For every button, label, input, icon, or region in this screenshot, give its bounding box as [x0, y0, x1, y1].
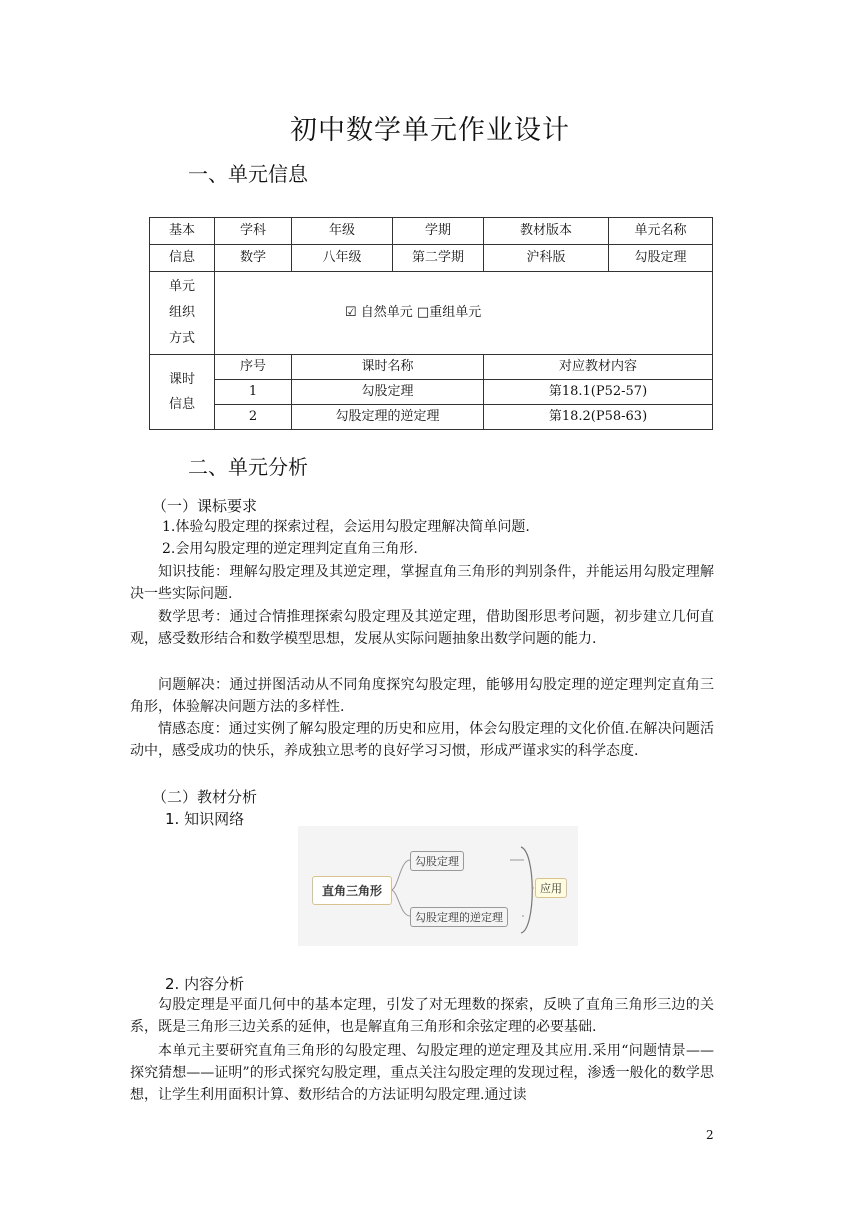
lesson-no: 2: [215, 405, 292, 430]
value-cell: 数学: [215, 245, 292, 272]
table-row: [150, 380, 713, 405]
header-cell: 教材版本: [484, 218, 609, 245]
section-heading-unit-analysis: 二、单元分析: [188, 455, 308, 479]
item-content-analysis: 2. 内容分析: [165, 975, 245, 993]
item-knowledge-network: 1. 知识网络: [165, 810, 245, 828]
diagram-node-application: 应用: [535, 878, 567, 898]
organization-label-line: 单元: [168, 279, 195, 294]
paragraph-content-1: 勾股定理是平面几何中的基本定理，引发了对无理数的探索，反映了直角三角形三边的关系，既是三角形三边关系的延伸，也是解直角三角形和余弦定理的必要基础.: [130, 997, 714, 1035]
paragraph-knowledge: 知识技能：理解勾股定理及其逆定理，掌握直角三角形的判别条件，并能运用勾股定理解决一些实际问题.: [130, 564, 714, 602]
header-cell: 学科: [215, 218, 292, 245]
lesson-content: 第18.1(P52-57): [484, 380, 713, 405]
page-number: 2: [706, 1128, 714, 1142]
header-cell: 年级: [292, 218, 393, 245]
lesson-info-label-line: 课时: [168, 372, 195, 387]
lesson-no: 1: [215, 380, 292, 405]
knowledge-network-diagram: [298, 826, 578, 946]
organization-label-line: 组织: [168, 305, 195, 320]
value-cell: 勾股定理: [609, 245, 713, 272]
lesson-name: 勾股定理: [292, 380, 484, 405]
paragraph-solving: 问题解决：通过拼图活动从不同角度探究勾股定理，能够用勾股定理的逆定理判定直角三角形，体验解决问题方法的多样性.: [130, 677, 714, 715]
organization-label: [150, 272, 215, 355]
value-cell: 第二学期: [393, 245, 484, 272]
lesson-info-label: [150, 355, 215, 430]
diagram-root-node: 直角三角形: [312, 876, 392, 905]
section-heading-unit-info: 一、单元信息: [188, 162, 308, 186]
lesson-header-cell: 序号: [215, 355, 292, 380]
basic-info-label: 基本: [150, 218, 215, 245]
lesson-header-cell: 课时名称: [292, 355, 484, 380]
value-cell: 沪科版: [484, 245, 609, 272]
lesson-content: 第18.2(P58-63): [484, 405, 713, 430]
requirement-item: 2.会用勾股定理的逆定理判定直角三角形.: [162, 541, 418, 557]
paragraph-thinking: 数学思考：通过合情推理探索勾股定理及其逆定理，借助图形思考问题，初步建立几何直观，感受数形结合和数学模型思想，发展从实际问题抽象出数学问题的能力.: [130, 609, 714, 647]
paragraph-content-2: 本单元主要研究直角三角形的勾股定理、勾股定理的逆定理及其应用.采用“问题情景——探究猜想——证明”的形式探究勾股定理，重点关注勾股定理的发现过程，渗透一般化的数学思想，让学生利用面积计算、数形结合的方法证明勾股定理.通过读: [130, 1043, 714, 1103]
header-cell: 单元名称: [609, 218, 713, 245]
lesson-header-cell: 对应教材内容: [484, 355, 713, 380]
diagram-node-converse: 勾股定理的逆定理: [410, 907, 508, 927]
lesson-name: 勾股定理的逆定理: [292, 405, 484, 430]
organization-label-line: 方式: [168, 331, 195, 346]
page-title: 初中数学单元作业设计: [290, 115, 570, 146]
paragraph-attitude: 情感态度：通过实例了解勾股定理的历史和应用，体会勾股定理的文化价值.在解决问题活动中，感受成功的快乐，养成独立思考的良好学习习惯，形成严谨求实的科学态度.: [130, 721, 714, 759]
unit-info-table: [149, 217, 713, 430]
lesson-info-label-line: 信息: [168, 397, 195, 412]
subheading-textbook: （二）教材分析: [152, 788, 258, 806]
diagram-node-theorem: 勾股定理: [410, 851, 464, 871]
requirement-item: 1.体验勾股定理的探索过程，会运用勾股定理解决简单问题.: [162, 519, 530, 535]
header-cell: 学期: [393, 218, 484, 245]
table-row: [150, 405, 713, 430]
subheading-curriculum: （一）课标要求: [152, 497, 258, 515]
value-cell: 八年级: [292, 245, 393, 272]
organization-value: ☑ 自然单元 □重组单元: [215, 272, 713, 355]
basic-info-label: 信息: [150, 245, 215, 272]
